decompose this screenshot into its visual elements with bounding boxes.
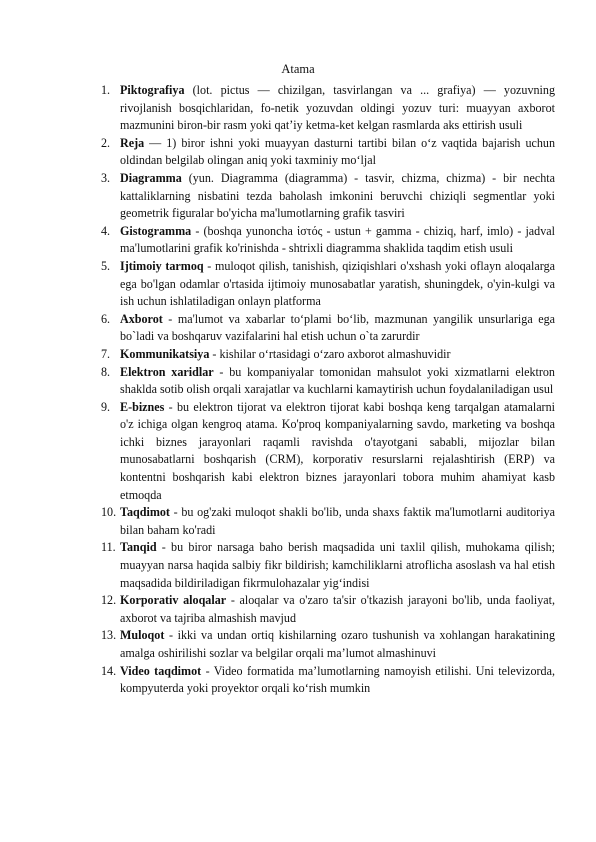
entry-number: 6. <box>101 311 111 326</box>
glossary-entry <box>103 592 555 627</box>
entry-definition: - (boshqa yunoncha ἱστός - ustun + gamma - chiziq, harf, imlo) - jadval ma'lumotlarini grafik ko'rinishda - shtrixli diagramma shaklida taqdim etish usuli <box>120 223 555 256</box>
entry-definition: - bu elektron tijorat va elektron tijorat kabi boshqa keng tarqalgan atamalarni o'z ichiga olgan kengroq atama. Ko'proq kompaniyalarning savdo, marketing va boshqa ichki biznes jarayonlari raqamli ravishda o'tayotgani sababli, mijozlar bilan munosabatlarni boshqarish (CRM), korporativ resurslarni rejalashtirish (ERP) va kontentni boshqarish kabi elektron biznes jarayonlari tobora muhim ahamiyat kasb etmoqda <box>120 399 555 502</box>
glossary-entry <box>103 258 555 311</box>
entry-number: 5. <box>101 258 111 273</box>
entry-term: Gistogramma <box>120 223 192 238</box>
entry-term: Muloqot <box>120 628 165 643</box>
glossary-entry <box>103 663 555 698</box>
entry-definition: - Video formatida ma’lumotlarning namoyish etilishi. Uni televizorda, kompyuterda yoki proyektor orqali ko‘rish mumkin <box>120 663 555 696</box>
entry-term: Reja <box>120 135 145 150</box>
entry-number: 14. <box>101 663 117 678</box>
entry-definition: - muloqot qilish, tanishish, qiziqishlari o'xshash yoki oflayn aloqalarga ega bo'lgan odamlar o'rtasida ijtimoiy munosabatlar yaratish, shuningdek, o'yin-kulgi va ish uchun ishlatiladigan onlayn platforma <box>120 258 555 309</box>
entry-definition: - ikki va undan ortiq kishilarning ozaro tushunish va xohlangan harakatining amalga oshirilishi sozlar va belgilar orqali ma’lumot almashinuvi <box>120 628 555 660</box>
entry-number: 8. <box>101 364 111 379</box>
entry-number: 12. <box>101 593 117 608</box>
entry-term: Kommunikatsiya <box>120 346 210 361</box>
entry-term: Taqdimot <box>120 505 170 520</box>
glossary-entry <box>103 364 555 399</box>
glossary-entry <box>103 346 555 364</box>
entry-term: Axborot <box>120 311 163 326</box>
glossary-entry <box>103 170 555 223</box>
glossary-entry <box>103 539 555 592</box>
entry-number: 13. <box>101 628 117 643</box>
entry-number: 2. <box>101 135 111 150</box>
entry-term: Video taqdimot <box>120 663 202 678</box>
entry-number: 7. <box>101 346 111 361</box>
entry-number: 11. <box>101 540 116 555</box>
entry-term: Diagramma <box>120 170 182 185</box>
entry-definition: - bu biror narsaga baho berish maqsadida uni taxlil qilish, muhokama qilish; muayyan narsa haqida salbiy fikr bildirish; kamchiliklarni atroflicha asoslash va hal etish maqsadida bildiriladigan fikrmulohazalar yig‘indisi <box>120 540 555 590</box>
glossary-entry <box>103 223 555 258</box>
glossary-list <box>103 82 555 698</box>
entry-definition: - bu kompaniyalar tomonidan mahsulot yoki xizmatlarni elektron shaklda sotib olish orqali xarajatlar va kuchlarni kamaytirish uchun foydalaniladigan usul <box>120 364 555 397</box>
entry-definition: - kishilar o‘rtasidagi o‘zaro axborot almashuvidir <box>209 346 451 361</box>
entry-definition: - ma'lumot va xabarlar to‘plami bo‘lib, mazmunan yangilik unsurlariga ega bo`ladi va boshqaruv vazifalarini hal etish uchun o`ta zarurdir <box>120 311 555 344</box>
glossary-entry <box>103 504 555 539</box>
glossary-entry <box>103 399 555 505</box>
entry-number: 3. <box>101 170 111 185</box>
entry-term: Elektron xaridlar <box>120 364 214 379</box>
glossary-entry <box>103 82 555 135</box>
entry-definition: — 1) biror ishni yoki muayyan dasturni tartibi bilan o‘z vaqtida bajarish uchun oldindan belgilab olingan aniq yoki taxminiy mo‘ljal <box>120 135 555 168</box>
entry-term: Tanqid <box>120 540 157 555</box>
entry-number: 1. <box>101 83 111 97</box>
glossary-entry <box>103 135 555 170</box>
entry-term: Korporativ aloqalar <box>120 593 227 608</box>
entry-number: 10. <box>101 505 117 520</box>
entry-definition: (lot. pictus — chizilgan, tasvirlangan va ... grafiya) — yozuvning rivojlanish bosqichlaridan, fo-netik yozuvdan oldingi yozuv turi: muayyan axborot mazmunini biron-bir rasm yoki qat’iy ketma-ket kelgan rasmlarda aks ettirish usuli <box>120 83 555 133</box>
entry-definition: - bu og'zaki muloqot shakli bo'lib, unda shaxs faktik ma'lumotlarni auditoriya bilan baham ko'radi <box>120 505 555 537</box>
entry-definition: - aloqalar va o'zaro ta'sir o'tkazish jarayoni bo'lib, unda faoliyat, axborot va tajriba almashish mavjud <box>120 593 556 625</box>
glossary-entry <box>103 627 555 662</box>
entry-term: Piktografiya <box>120 83 185 97</box>
entry-term: Ijtimoiy tarmoq <box>120 258 204 273</box>
entry-definition: (yun. Diagramma (diagramma) - tasvir, chizma, chizma) - bir nechta kattaliklarning nisbatini tezda baholash imkonini beruvchi chiziqli segmentlar yoki geometrik figuralar bo'yicha ma'lumotlarning grafik tasviri <box>120 170 555 221</box>
entry-number: 9. <box>101 399 111 414</box>
entry-term: E-biznes <box>120 399 165 414</box>
entry-number: 4. <box>101 223 111 238</box>
glossary-entry <box>103 311 555 346</box>
page-title: Atama <box>281 62 315 76</box>
